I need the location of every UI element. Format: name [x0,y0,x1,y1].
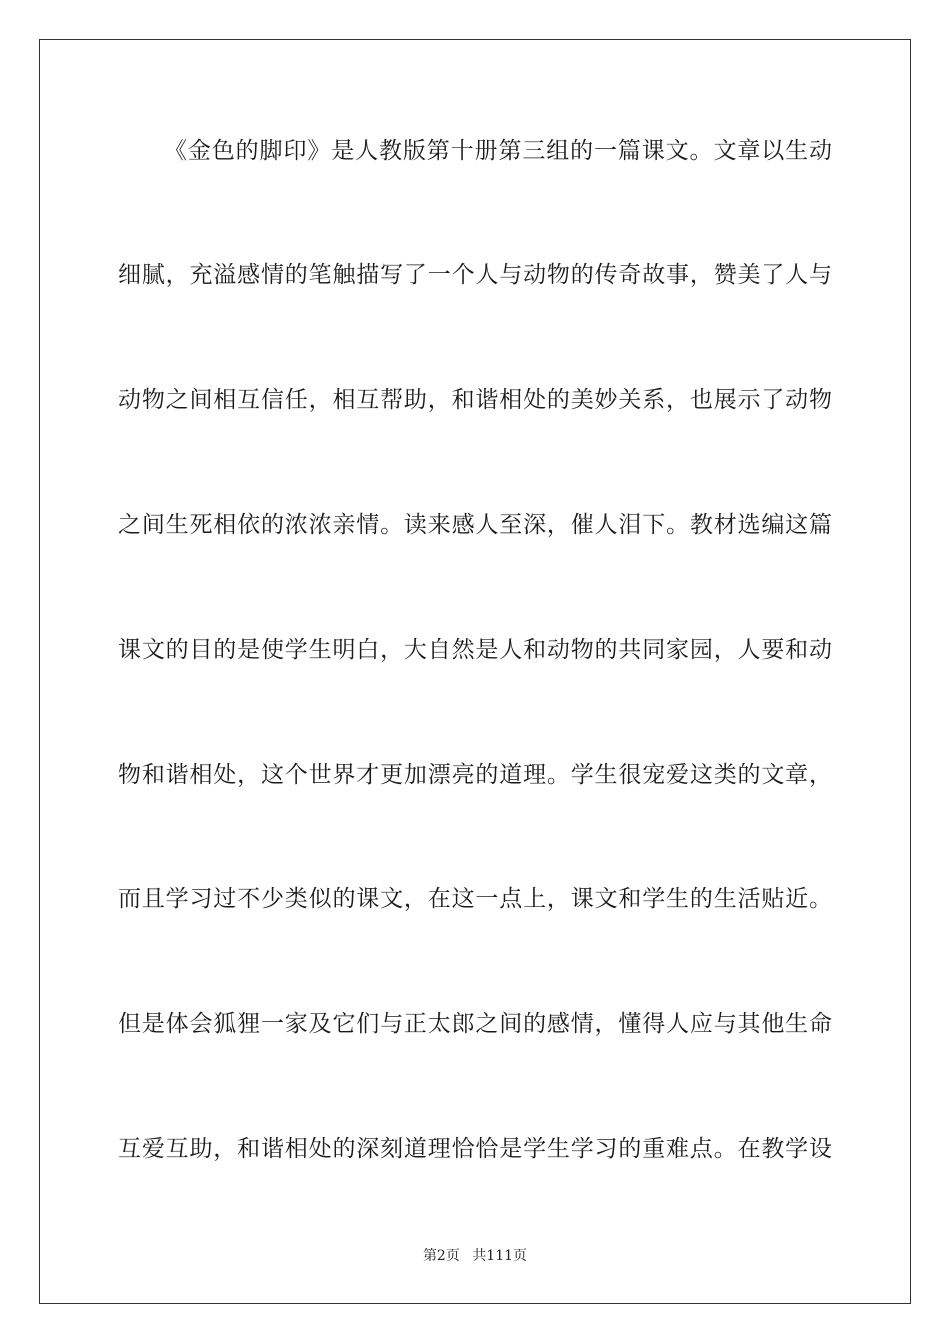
text-line-9: 互爱互助，和谐相处的深刻道理恰恰是学生学习的重难点。在教学设 [118,1136,832,1162]
page-number: 第2页 [422,1248,460,1264]
page-total: 共111页 [472,1248,528,1264]
text-line-2: 细腻，充溢感情的笔触描写了一个人与动物的传奇故事，赞美了人与 [118,262,832,288]
text-line-5: 课文的目的是使学生明白，大自然是人和动物的共同家园，人要和动 [118,637,832,663]
page-footer [0,1247,950,1265]
text-line-3: 动物之间相互信任，相互帮助，和谐相处的美妙关系，也展示了动物 [118,387,832,413]
text-line-4: 之间生死相依的浓浓亲情。读来感人至深，催人泪下。教材选编这篇 [118,512,832,538]
text-line-8: 但是体会狐狸一家及它们与正太郎之间的感情，懂得人应与其他生命 [118,1011,832,1037]
page-border [39,39,911,1304]
text-line-1: 《金色的脚印》是人教版第十册第三组的一篇课文。文章以生动 [164,138,832,164]
text-line-7: 而且学习过不少类似的课文，在这一点上，课文和学生的生活贴近。 [118,886,832,912]
text-line-6: 物和谐相处，这个世界才更加漂亮的道理。学生很宠爱这类的文章， [118,762,832,788]
